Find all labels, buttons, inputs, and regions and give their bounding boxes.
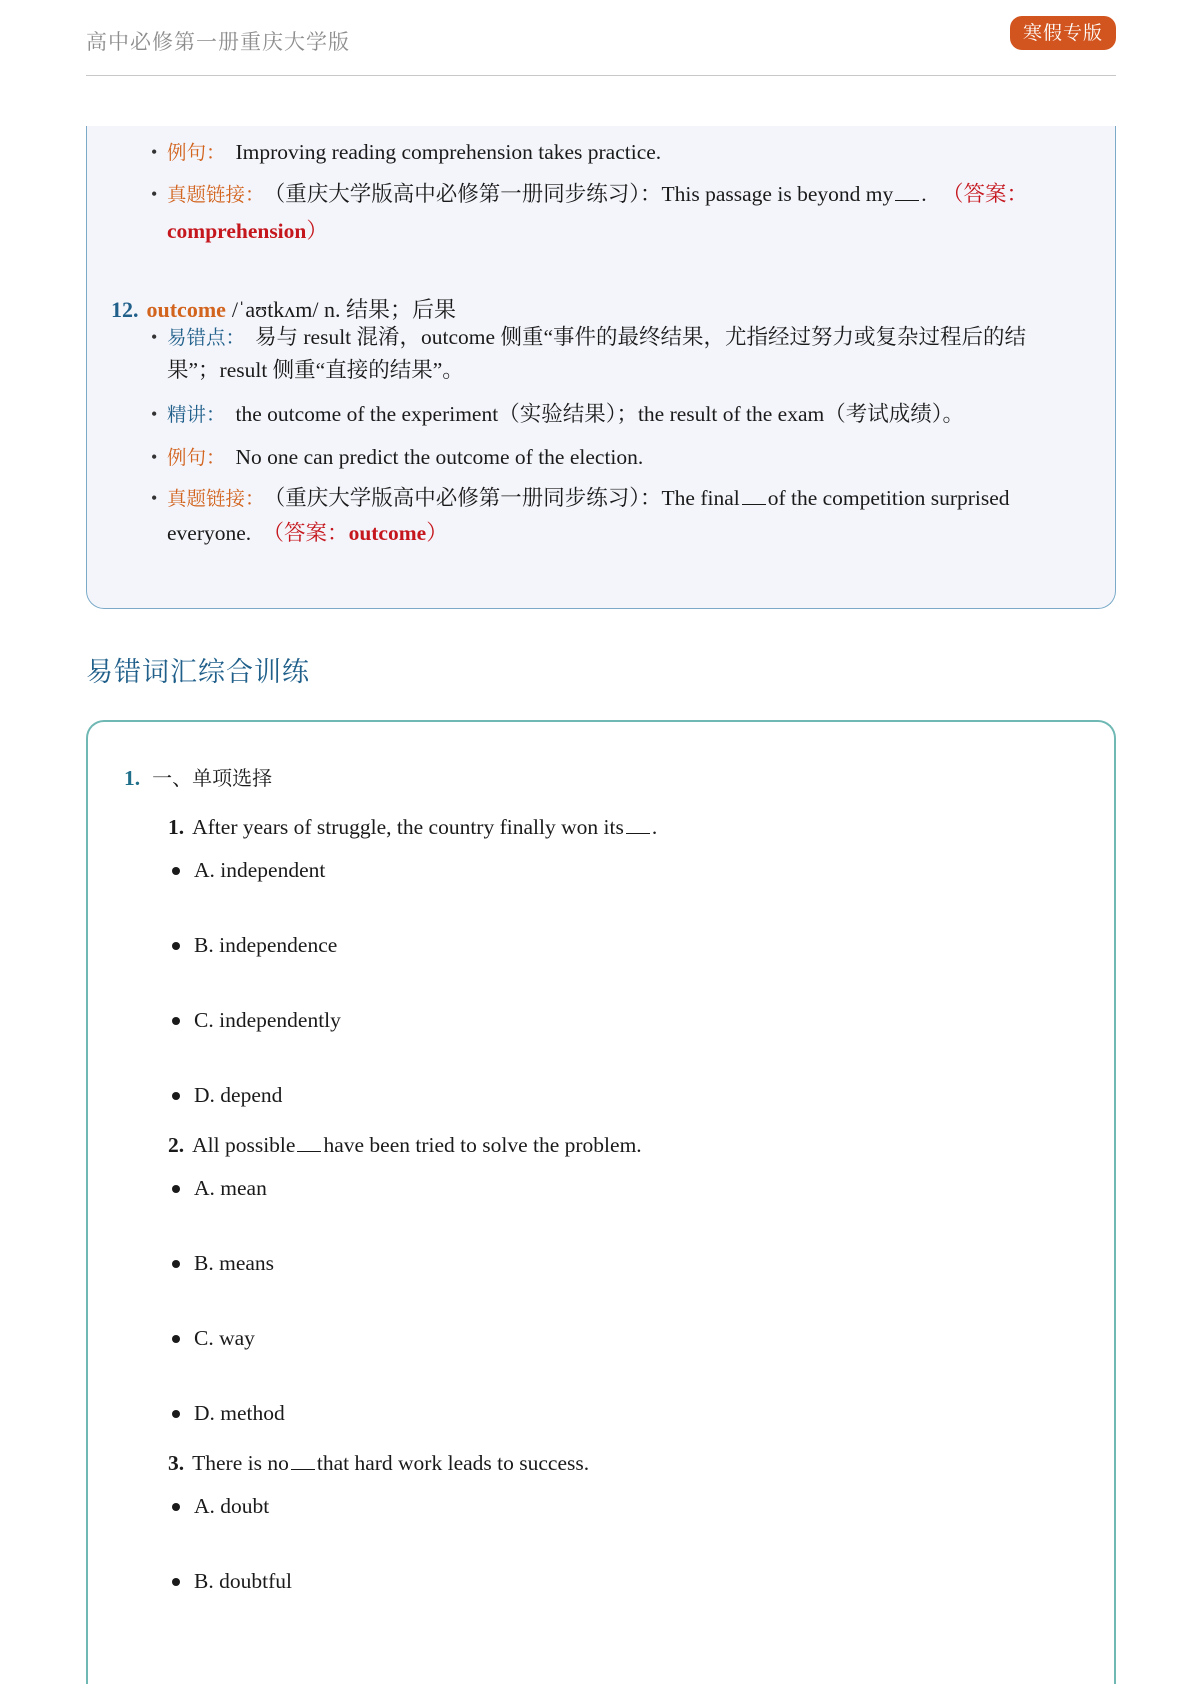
question-number: 1. — [168, 815, 185, 839]
confusion-item — [151, 321, 1087, 387]
edition-badge: 寒假专版 — [1010, 16, 1116, 50]
answer-word: comprehension — [167, 219, 307, 243]
book-title: 高中必修第一册重庆大学版 — [86, 30, 350, 54]
answer-open: （答案： — [262, 521, 349, 545]
section-title: 易错词汇综合训练 — [86, 657, 310, 688]
bullet-icon: • — [151, 184, 158, 204]
example-label: 例句： — [167, 446, 226, 469]
exam-link-item — [151, 481, 1087, 550]
bullet-icon — [172, 1410, 180, 1418]
question-stem: After years of struggle, the country finally won its — [192, 815, 624, 839]
option-item[interactable] — [194, 1323, 255, 1353]
option-text: C. independently — [194, 1008, 341, 1032]
option-item[interactable] — [194, 1566, 292, 1596]
option-item[interactable] — [194, 1005, 341, 1035]
option-item[interactable] — [194, 930, 337, 960]
question-stem: All possible — [192, 1133, 296, 1157]
option-item[interactable] — [194, 1080, 282, 1110]
example-label: 例句： — [167, 141, 226, 164]
page-header — [86, 0, 1116, 76]
option-text: C. way — [194, 1326, 255, 1350]
bullet-icon — [172, 1578, 180, 1586]
bullet-icon — [172, 867, 180, 875]
answer-blank — [297, 1134, 321, 1152]
question — [168, 812, 657, 842]
bullet-icon — [172, 1185, 180, 1193]
option-text: A. mean — [194, 1176, 267, 1200]
explanation-text: the outcome of the experiment（实验结果）；the result of the exam（考试成绩）。 — [235, 402, 964, 426]
exam-link-label: 真题链接： — [167, 487, 265, 510]
explanation-label: 精讲： — [167, 403, 226, 426]
option-item[interactable] — [194, 855, 325, 885]
option-item[interactable] — [194, 1248, 274, 1278]
exam-link-text: （重庆大学版高中必修第一册同步练习）：The final — [274, 486, 740, 510]
exam-link-text-end: . — [921, 182, 927, 206]
option-text: A. doubt — [194, 1494, 270, 1518]
option-item[interactable] — [194, 1173, 267, 1203]
bullet-icon: • — [151, 447, 158, 467]
option-item[interactable] — [194, 1398, 285, 1428]
answer-close: ） — [426, 521, 448, 545]
part-number: 1. — [124, 766, 141, 790]
example-text: Improving reading comprehension takes practice. — [235, 140, 662, 164]
exam-link-label: 真题链接： — [167, 183, 265, 206]
answer-blank — [895, 183, 919, 201]
confusion-text-line1: 易与 result 混淆，outcome 侧重“事件的最终结果，尤指经过努力或复杂过程后的结 — [255, 325, 1026, 349]
bullet-icon: • — [151, 404, 158, 424]
explanation-item — [151, 396, 1087, 433]
option-text: A. independent — [194, 858, 326, 882]
exam-link-text-end: of the competition surprised — [767, 486, 1010, 510]
example-item — [151, 134, 1087, 171]
exercise-card — [86, 720, 1116, 1684]
option-text: B. means — [194, 1251, 275, 1275]
question — [168, 1448, 589, 1478]
confusion-text-line2: 果”；result 侧重“直接的结果”。 — [167, 358, 464, 382]
bullet-icon: • — [151, 488, 158, 508]
bullet-icon — [172, 942, 180, 950]
question-stem-end: have been tried to solve the problem. — [323, 1133, 642, 1157]
answer-word: outcome — [348, 521, 427, 545]
bullet-icon — [172, 1335, 180, 1343]
question — [168, 1130, 642, 1160]
bullet-icon — [172, 1092, 180, 1100]
example-item — [151, 439, 1087, 476]
question-stem-end: that hard work leads to success. — [316, 1451, 590, 1475]
confusion-label: 易错点： — [167, 326, 246, 349]
bullet-icon: • — [151, 327, 158, 347]
option-text: D. method — [194, 1401, 285, 1425]
part-heading — [124, 762, 272, 791]
question-number: 3. — [168, 1451, 185, 1475]
bullet-icon — [172, 1017, 180, 1025]
answer-blank — [626, 816, 650, 834]
question-stem: There is no — [192, 1451, 289, 1475]
answer-blank — [742, 487, 766, 505]
answer-close: ） — [306, 219, 328, 243]
part-label: 一、单项选择 — [152, 766, 273, 790]
exam-link-item — [151, 176, 1087, 249]
bullet-icon: • — [151, 142, 158, 162]
option-text: B. doubtful — [194, 1569, 292, 1593]
bullet-icon — [172, 1260, 180, 1268]
question-stem-end: . — [651, 815, 658, 839]
exam-link-text: （重庆大学版高中必修第一册同步练习）：This passage is beyond my — [274, 182, 894, 206]
word-term: outcome — [146, 297, 226, 322]
option-text: D. depend — [194, 1083, 283, 1107]
word-phonetic: /ˈaʊtkʌm/ n. 结果；后果 — [231, 297, 457, 322]
option-text: B. independence — [194, 933, 338, 957]
exam-link-line2: everyone. — [167, 521, 252, 545]
vocab-card — [86, 126, 1116, 609]
answer-blank — [291, 1452, 315, 1470]
question-number: 2. — [168, 1133, 185, 1157]
option-item[interactable] — [194, 1491, 269, 1521]
example-text: No one can predict the outcome of the election. — [235, 445, 644, 469]
word-number: 12. — [111, 297, 139, 322]
bullet-icon — [172, 1503, 180, 1511]
answer-open: （答案： — [941, 182, 1028, 206]
